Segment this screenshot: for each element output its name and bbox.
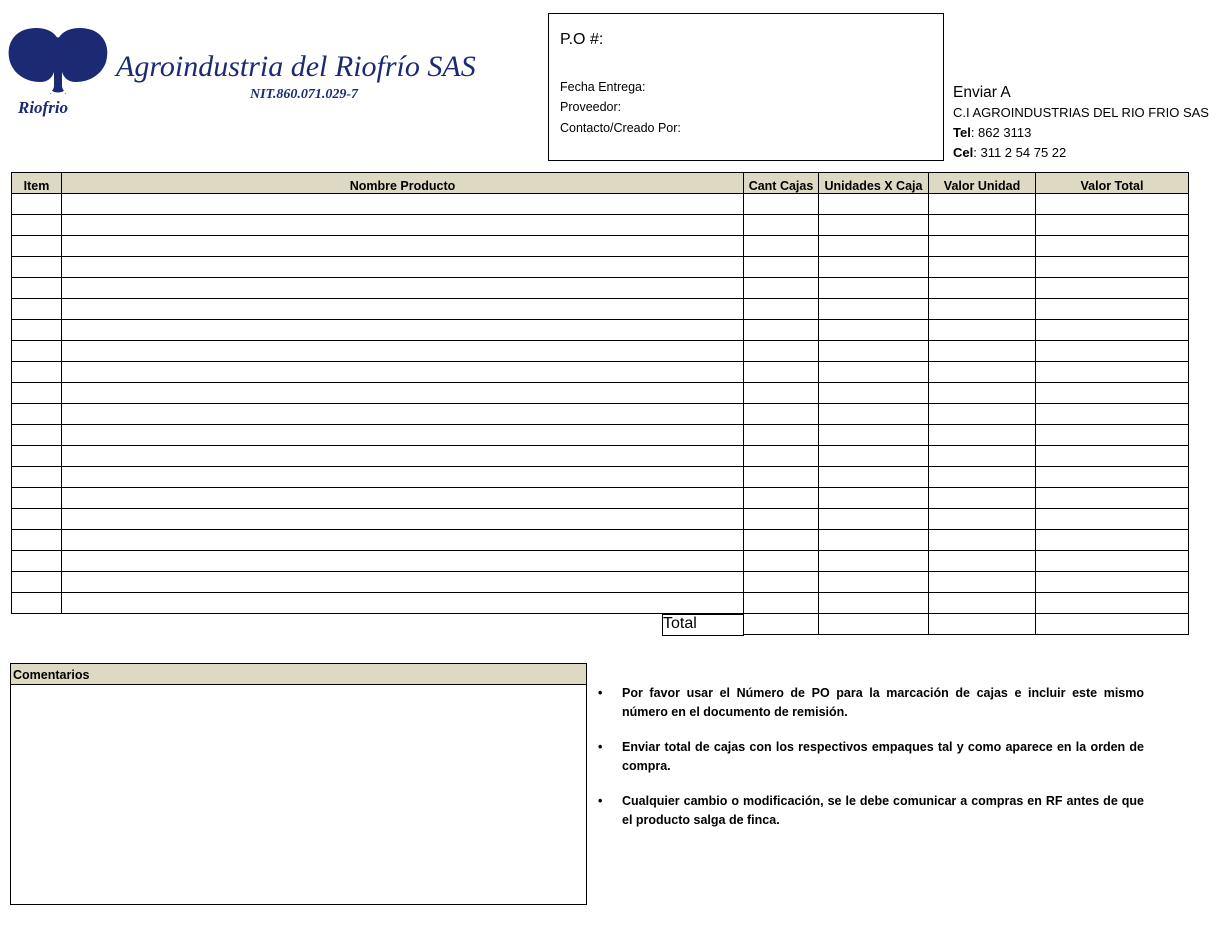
unit-value-cell[interactable] — [929, 488, 1036, 509]
cel-value: : 311 2 54 75 22 — [973, 145, 1067, 160]
unit-value-cell[interactable] — [929, 215, 1036, 236]
table-row — [12, 215, 1189, 236]
units-per-box-cell[interactable] — [819, 194, 929, 215]
company-nit: NIT.860.071.029-7 — [250, 87, 358, 102]
item-cell[interactable] — [12, 404, 62, 425]
total-value-cell[interactable] — [1036, 278, 1189, 299]
units-per-box-cell[interactable] — [819, 593, 929, 614]
table-row — [12, 572, 1189, 593]
table-row — [12, 383, 1189, 404]
units-per-box-cell[interactable] — [819, 383, 929, 404]
column-header-product: Nombre Producto — [62, 173, 744, 194]
column-header-unit-value: Valor Unidad — [929, 173, 1036, 194]
boxes-cell[interactable] — [744, 572, 819, 593]
items-table-body — [12, 194, 1189, 614]
tel-value: : 862 3113 — [970, 125, 1032, 140]
item-cell[interactable] — [12, 425, 62, 446]
boxes-cell[interactable] — [744, 488, 819, 509]
total-value-cell[interactable] — [1036, 383, 1189, 404]
contact-label: Contacto/Creado Por: — [560, 121, 681, 135]
product-cell[interactable] — [62, 593, 744, 614]
table-row — [12, 299, 1189, 320]
boxes-cell[interactable] — [744, 341, 819, 362]
item-cell[interactable] — [12, 320, 62, 341]
product-cell[interactable] — [62, 257, 744, 278]
unit-value-cell[interactable] — [929, 236, 1036, 257]
table-row — [12, 320, 1189, 341]
units-per-box-cell[interactable] — [819, 257, 929, 278]
product-cell[interactable] — [62, 446, 744, 467]
ship-to-title: Enviar A — [953, 84, 1011, 101]
table-row — [12, 551, 1189, 572]
table-row — [12, 530, 1189, 551]
table-row — [12, 278, 1189, 299]
table-header-row — [12, 173, 1189, 194]
table-row — [12, 488, 1189, 509]
boxes-cell[interactable] — [744, 509, 819, 530]
table-row — [12, 425, 1189, 446]
table-row — [12, 446, 1189, 467]
unit-value-cell[interactable] — [929, 404, 1036, 425]
unit-value-cell[interactable] — [929, 509, 1036, 530]
ship-to-tel — [953, 123, 1209, 143]
comments-label: Comentarios — [11, 664, 586, 685]
units-per-box-cell[interactable] — [819, 278, 929, 299]
item-cell[interactable] — [12, 446, 62, 467]
total-boxes-cell[interactable] — [744, 614, 819, 635]
total-value-cell[interactable] — [1036, 341, 1189, 362]
item-cell[interactable] — [12, 278, 62, 299]
unit-value-cell[interactable] — [929, 593, 1036, 614]
product-cell[interactable] — [62, 215, 744, 236]
total-value-cell[interactable] — [1036, 467, 1189, 488]
company-name: Agroindustria del Riofrío SAS — [116, 50, 476, 83]
units-per-box-cell[interactable] — [819, 299, 929, 320]
unit-value-cell[interactable] — [929, 446, 1036, 467]
boxes-cell[interactable] — [744, 257, 819, 278]
ship-to-cel — [953, 143, 1209, 163]
item-cell[interactable] — [12, 341, 62, 362]
boxes-cell[interactable] — [744, 530, 819, 551]
units-per-box-cell[interactable] — [819, 425, 929, 446]
units-per-box-cell[interactable] — [819, 467, 929, 488]
units-per-box-cell[interactable] — [819, 341, 929, 362]
table-row — [12, 509, 1189, 530]
item-cell[interactable] — [12, 530, 62, 551]
total-value-cell[interactable] — [1036, 593, 1189, 614]
cel-label: Cel — [953, 145, 974, 160]
total-value-cell[interactable] — [1036, 194, 1189, 215]
table-row — [12, 194, 1189, 215]
column-header-item: Item — [12, 173, 62, 194]
total-value-cell[interactable] — [1036, 614, 1189, 635]
instruction-item — [598, 792, 1144, 830]
boxes-cell[interactable] — [744, 299, 819, 320]
units-per-box-cell[interactable] — [819, 215, 929, 236]
column-header-units-per-box: Unidades X Caja — [819, 173, 929, 194]
total-value-cell[interactable] — [1036, 404, 1189, 425]
ship-to-block — [953, 83, 1209, 163]
unit-value-cell[interactable] — [929, 299, 1036, 320]
total-value-cell[interactable] — [1036, 530, 1189, 551]
unit-value-cell[interactable] — [929, 194, 1036, 215]
boxes-cell[interactable] — [744, 215, 819, 236]
comments-box[interactable] — [10, 663, 587, 905]
instruction-item — [598, 738, 1144, 776]
item-cell[interactable] — [12, 383, 62, 404]
product-cell[interactable] — [62, 278, 744, 299]
product-cell[interactable] — [62, 341, 744, 362]
unit-value-cell[interactable] — [929, 362, 1036, 383]
instructions-list — [598, 684, 1144, 846]
units-per-box-cell[interactable] — [819, 488, 929, 509]
table-row — [12, 362, 1189, 383]
column-header-boxes: Cant Cajas — [744, 173, 819, 194]
table-row — [12, 257, 1189, 278]
table-row — [12, 404, 1189, 425]
item-cell[interactable] — [12, 257, 62, 278]
po-number-label: P.O #: — [560, 31, 604, 48]
total-row — [12, 614, 1189, 635]
item-cell[interactable] — [12, 467, 62, 488]
product-cell[interactable] — [62, 509, 744, 530]
product-cell[interactable] — [62, 530, 744, 551]
total-spacer — [12, 614, 62, 635]
boxes-cell[interactable] — [744, 236, 819, 257]
units-per-box-cell[interactable] — [819, 551, 929, 572]
instruction-text: Por favor usar el Número de PO para la marcación de cajas e incluir este mismo número en el documento de remisión. — [622, 686, 1144, 719]
total-value-cell[interactable] — [1036, 320, 1189, 341]
unit-value-cell[interactable] — [929, 572, 1036, 593]
product-cell[interactable] — [62, 236, 744, 257]
total-value-cell[interactable] — [1036, 215, 1189, 236]
boxes-cell[interactable] — [744, 593, 819, 614]
item-cell[interactable] — [12, 362, 62, 383]
item-cell[interactable] — [12, 194, 62, 215]
product-cell[interactable] — [62, 572, 744, 593]
unit-value-cell[interactable] — [929, 530, 1036, 551]
units-per-box-cell[interactable] — [819, 530, 929, 551]
product-cell[interactable] — [62, 320, 744, 341]
unit-value-cell[interactable] — [929, 467, 1036, 488]
total-value-cell[interactable] — [1036, 257, 1189, 278]
boxes-cell[interactable] — [744, 446, 819, 467]
total-units-cell[interactable] — [819, 614, 929, 635]
ship-to-company: C.I AGROINDUSTRIAS DEL RIO FRIO SAS — [953, 105, 1209, 120]
product-cell[interactable] — [62, 194, 744, 215]
product-cell[interactable] — [62, 551, 744, 572]
table-row — [12, 236, 1189, 257]
item-cell[interactable] — [12, 488, 62, 509]
boxes-cell[interactable] — [744, 383, 819, 404]
bullet-icon: • — [598, 686, 603, 700]
instruction-item — [598, 684, 1144, 722]
bullet-icon: • — [598, 794, 603, 808]
product-cell[interactable] — [62, 488, 744, 509]
logo-wordmark: Riofrio — [18, 98, 69, 117]
item-cell[interactable] — [12, 236, 62, 257]
instruction-text: Enviar total de cajas con los respectivos empaques tal y como aparece en la orden de compra. — [622, 740, 1144, 773]
total-value-cell[interactable] — [1036, 236, 1189, 257]
boxes-cell[interactable] — [744, 404, 819, 425]
units-per-box-cell[interactable] — [819, 236, 929, 257]
product-cell[interactable] — [62, 467, 744, 488]
total-value-cell[interactable] — [1036, 551, 1189, 572]
product-cell[interactable] — [62, 404, 744, 425]
po-info-box — [548, 13, 944, 161]
delivery-date-label: Fecha Entrega: — [560, 80, 646, 94]
boxes-cell[interactable] — [744, 320, 819, 341]
units-per-box-cell[interactable] — [819, 572, 929, 593]
unit-value-cell[interactable] — [929, 383, 1036, 404]
item-cell[interactable] — [12, 572, 62, 593]
total-label-container — [62, 614, 744, 635]
boxes-cell[interactable] — [744, 467, 819, 488]
total-value-cell[interactable] — [1036, 446, 1189, 467]
total-value-cell[interactable] — [1036, 488, 1189, 509]
units-per-box-cell[interactable] — [819, 446, 929, 467]
total-value-cell[interactable] — [1036, 299, 1189, 320]
table-row — [12, 341, 1189, 362]
total-label: Total — [662, 614, 744, 636]
item-cell[interactable] — [12, 509, 62, 530]
tel-label: Tel — [953, 125, 971, 140]
table-row — [12, 593, 1189, 614]
item-cell[interactable] — [12, 551, 62, 572]
total-value-cell[interactable] — [1036, 362, 1189, 383]
boxes-cell[interactable] — [744, 194, 819, 215]
items-table — [11, 172, 1189, 635]
unit-value-cell[interactable] — [929, 341, 1036, 362]
product-cell[interactable] — [62, 299, 744, 320]
total-unit-value-cell[interactable] — [929, 614, 1036, 635]
column-header-total-value: Valor Total — [1036, 173, 1189, 194]
supplier-label: Proveedor: — [560, 100, 622, 114]
unit-value-cell[interactable] — [929, 551, 1036, 572]
units-per-box-cell[interactable] — [819, 404, 929, 425]
boxes-cell[interactable] — [744, 278, 819, 299]
bullet-icon: • — [598, 740, 603, 754]
total-value-cell[interactable] — [1036, 509, 1189, 530]
boxes-cell[interactable] — [744, 425, 819, 446]
item-cell[interactable] — [12, 299, 62, 320]
instruction-text: Cualquier cambio o modificación, se le debe comunicar a compras en RF antes de que el producto salga de finca. — [622, 794, 1144, 827]
units-per-box-cell[interactable] — [819, 320, 929, 341]
boxes-cell[interactable] — [744, 362, 819, 383]
boxes-cell[interactable] — [744, 551, 819, 572]
unit-value-cell[interactable] — [929, 425, 1036, 446]
product-cell[interactable] — [62, 383, 744, 404]
units-per-box-cell[interactable] — [819, 509, 929, 530]
item-cell[interactable] — [12, 593, 62, 614]
product-cell[interactable] — [62, 425, 744, 446]
unit-value-cell[interactable] — [929, 257, 1036, 278]
unit-value-cell[interactable] — [929, 320, 1036, 341]
product-cell[interactable] — [62, 362, 744, 383]
table-row — [12, 467, 1189, 488]
units-per-box-cell[interactable] — [819, 362, 929, 383]
total-value-cell[interactable] — [1036, 572, 1189, 593]
unit-value-cell[interactable] — [929, 278, 1036, 299]
item-cell[interactable] — [12, 215, 62, 236]
total-value-cell[interactable] — [1036, 425, 1189, 446]
